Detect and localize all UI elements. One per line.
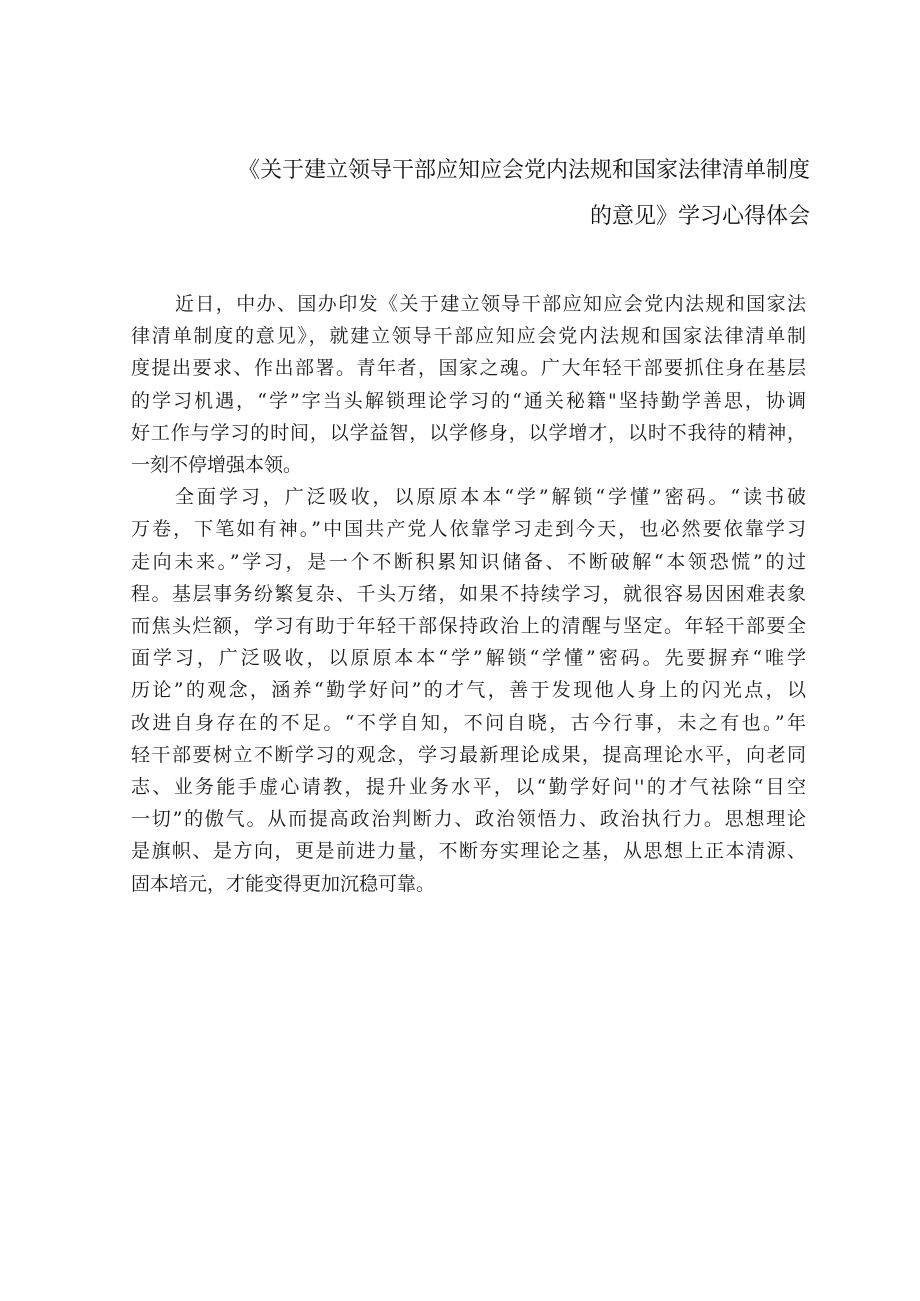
paragraph-line: 万卷，下笔如有神。”中国共产党人依靠学习走到今天，也必然要依靠学习: [131, 518, 806, 541]
paragraph-line: 历论”的观念，涵养“勤学好问”的才气，善于发现他人身上的闪光点，以: [131, 679, 806, 702]
paragraph-line: 面学习，广泛吸收，以原原本本“学”解锁“学懂”密码。先要摒弃“唯学: [131, 647, 806, 670]
paragraph-line: 走向未来。”学习，是一个不断积累知识储备、不断破解“本领恐慌”的过: [131, 550, 806, 573]
paragraph-1: [131, 288, 806, 481]
document-title: [130, 148, 810, 240]
title-line-2: 的意见》学习心得体会: [589, 204, 810, 229]
paragraph-line: 而焦头烂额，学习有助于年轻干部保持政治上的清醒与坚定。年轻干部要全: [131, 615, 806, 638]
paragraph-line: 改进自身存在的不足。“不学自知，不问自晓，古今行事，未之有也。”年: [131, 711, 806, 734]
paragraph-line: 近日，中办、国办印发《关于建立领导干部应知应会党内法规和国家法: [175, 293, 806, 315]
paragraph-line: 志、业务能手虚心请教，提升业务水平，以“勤学好问''的才气祛除“目空: [131, 776, 806, 799]
paragraph-line: 一刻不停增强本领。: [131, 454, 303, 477]
paragraph-line: 好工作与学习的时间，以学益智，以学修身，以学增才，以时不我待的精神，: [131, 421, 806, 444]
paragraph-line: 程。基层事务纷繁复杂、千头万绪，如果不持续学习，就很容易因困难表象: [131, 582, 806, 605]
paragraph-line: 度提出要求、作出部署。青年者，国家之魂。广大年轻干部要抓住身在基层: [131, 357, 806, 380]
paragraph-line: 轻干部要树立不断学习的观念，学习最新理论成果，提高理论水平，向老同: [131, 743, 806, 766]
paragraph-line: 全面学习，广泛吸收，以原原本本“学”解锁“学懂”密码。“读书破: [175, 486, 806, 509]
paragraph-line: 固本培元，才能变得更加沉稳可靠。: [131, 872, 436, 895]
paragraph-line: 是旗帜、是方向，更是前进力量，不断夯实理论之基，从思想上正本清源、: [131, 840, 806, 863]
paragraph-line: 的学习机遇，“学”字当头解锁理论学习的“通关秘籍"坚持勤学善思，协调: [131, 389, 806, 412]
paragraph-line: 一切”的傲气。从而提高政治判断力、政治领悟力、政治执行力。思想理论: [131, 808, 806, 831]
paragraph-2: [131, 481, 806, 900]
title-line-1: 《关于建立领导干部应知应会党内法规和国家法律清单制度: [237, 158, 810, 183]
document-body: [131, 288, 806, 900]
paragraph-line: 律清单制度的意见》，就建立领导干部应知应会党内法规和国家法律清单制: [131, 325, 806, 348]
